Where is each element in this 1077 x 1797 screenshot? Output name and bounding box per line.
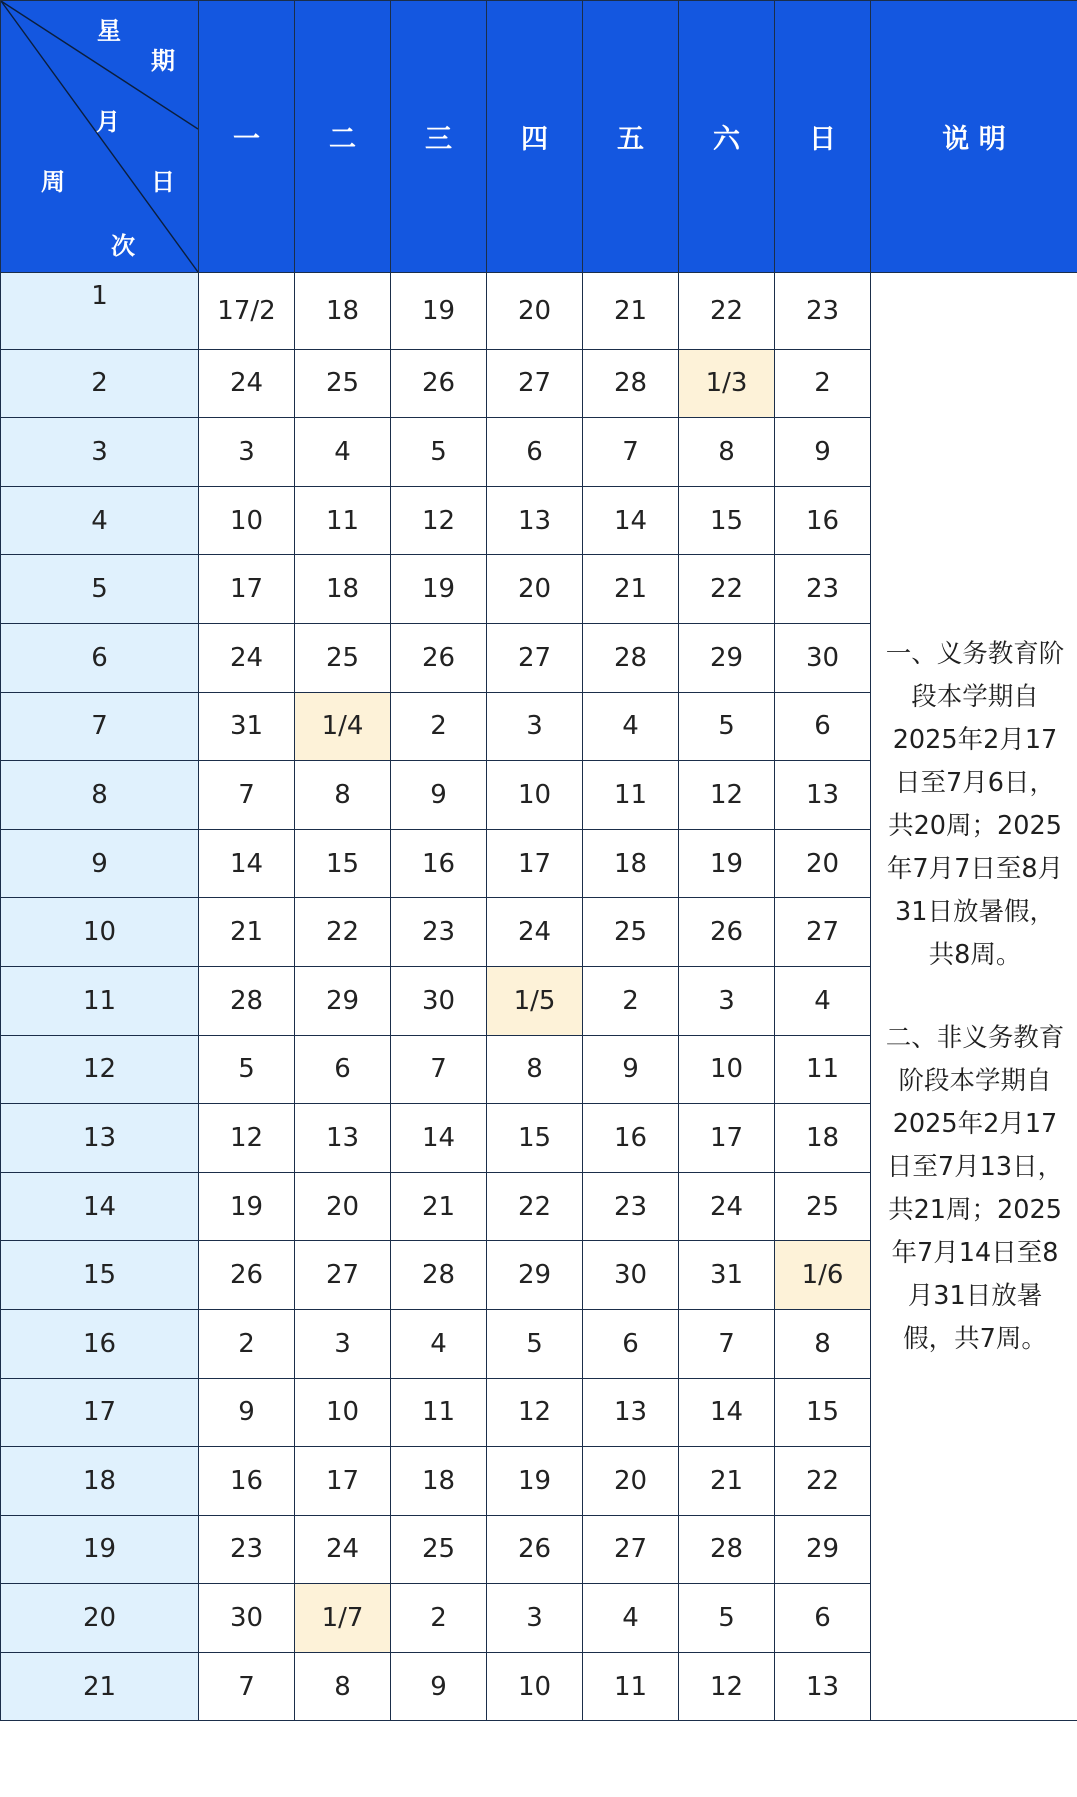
date-cell: 24 [487, 898, 583, 967]
date-cell: 21 [679, 1447, 775, 1516]
date-cell: 27 [295, 1241, 391, 1310]
date-cell: 10 [199, 486, 295, 555]
date-cell: 14 [679, 1378, 775, 1447]
date-cell: 20 [583, 1447, 679, 1516]
date-cell: 26 [679, 898, 775, 967]
date-cell: 28 [391, 1241, 487, 1310]
date-cell: 2 [391, 692, 487, 761]
week-number-cell: 9 [1, 829, 199, 898]
date-cell: 10 [487, 1652, 583, 1721]
date-cell: 2 [775, 349, 871, 418]
date-cell: 14 [391, 1104, 487, 1173]
date-cell: 3 [295, 1309, 391, 1378]
date-cell: 19 [679, 829, 775, 898]
date-cell: 20 [295, 1172, 391, 1241]
corner-label-ri: 日 [151, 168, 175, 196]
date-cell: 26 [391, 623, 487, 692]
date-cell: 13 [295, 1104, 391, 1173]
date-cell: 11 [391, 1378, 487, 1447]
date-cell: 16 [583, 1104, 679, 1173]
date-cell: 4 [775, 966, 871, 1035]
date-cell: 28 [199, 966, 295, 1035]
notes-spacer [883, 977, 1067, 1017]
date-cell: 19 [199, 1172, 295, 1241]
date-cell: 27 [487, 623, 583, 692]
date-cell: 21 [583, 273, 679, 350]
week-number-cell: 16 [1, 1309, 199, 1378]
date-cell: 21 [391, 1172, 487, 1241]
date-cell: 22 [775, 1447, 871, 1516]
week-number-cell: 21 [1, 1652, 199, 1721]
date-cell: 29 [679, 623, 775, 692]
date-cell: 4 [583, 1584, 679, 1653]
date-cell: 5 [487, 1309, 583, 1378]
month-start-date-cell: 1/7 [295, 1584, 391, 1653]
date-cell: 3 [487, 692, 583, 761]
date-cell: 24 [199, 349, 295, 418]
week-row [1, 273, 1077, 350]
date-cell: 10 [295, 1378, 391, 1447]
notes-header: 说 明 [871, 1, 1077, 273]
date-cell: 20 [775, 829, 871, 898]
week-number-cell: 14 [1, 1172, 199, 1241]
date-cell: 6 [583, 1309, 679, 1378]
date-cell: 22 [679, 555, 775, 624]
date-cell: 20 [487, 555, 583, 624]
week-number-cell: 17 [1, 1378, 199, 1447]
date-cell: 13 [583, 1378, 679, 1447]
date-cell: 5 [391, 418, 487, 487]
date-cell: 10 [487, 761, 583, 830]
date-cell: 9 [583, 1035, 679, 1104]
date-cell: 23 [391, 898, 487, 967]
date-cell: 24 [679, 1172, 775, 1241]
date-cell: 8 [775, 1309, 871, 1378]
week-number-cell: 3 [1, 418, 199, 487]
date-cell: 27 [583, 1515, 679, 1584]
date-cell: 17 [679, 1104, 775, 1173]
date-cell: 7 [679, 1309, 775, 1378]
notes-paragraph-non-compulsory: 二、非义务教育阶段本学期自2025年2月17日至7月13日，共21周；2025年7月14日至8月31日放暑假，共7周。 [885, 1022, 1065, 1354]
date-cell: 26 [391, 349, 487, 418]
month-start-date-cell: 17/2 [199, 273, 295, 350]
date-cell: 4 [391, 1309, 487, 1378]
date-cell: 13 [775, 761, 871, 830]
date-cell: 15 [295, 829, 391, 898]
date-cell: 13 [487, 486, 583, 555]
week-number-cell: 12 [1, 1035, 199, 1104]
date-cell: 17 [199, 555, 295, 624]
date-cell: 31 [679, 1241, 775, 1310]
date-cell: 5 [199, 1035, 295, 1104]
date-cell: 19 [487, 1447, 583, 1516]
week-number-cell: 19 [1, 1515, 199, 1584]
date-cell: 4 [583, 692, 679, 761]
date-cell: 7 [583, 418, 679, 487]
week-number-cell: 7 [1, 692, 199, 761]
date-cell: 28 [583, 349, 679, 418]
date-cell: 16 [391, 829, 487, 898]
date-cell: 10 [679, 1035, 775, 1104]
date-cell: 18 [295, 555, 391, 624]
date-cell: 17 [487, 829, 583, 898]
date-cell: 30 [391, 966, 487, 1035]
date-cell: 19 [391, 555, 487, 624]
date-cell: 15 [775, 1378, 871, 1447]
header-row [1, 1, 1077, 273]
date-cell: 11 [583, 761, 679, 830]
date-cell: 17 [295, 1447, 391, 1516]
notes-paragraph-compulsory: 一、义务教育阶段本学期自2025年2月17日至7月6日，共20周；2025年7月7日至8月31日放暑假，共8周。 [885, 638, 1065, 970]
date-cell: 2 [583, 966, 679, 1035]
date-cell: 18 [583, 829, 679, 898]
weekday-header-fri: 五 [583, 1, 679, 273]
date-cell: 26 [199, 1241, 295, 1310]
date-cell: 24 [295, 1515, 391, 1584]
date-cell: 28 [583, 623, 679, 692]
date-cell: 3 [199, 418, 295, 487]
date-cell: 27 [775, 898, 871, 967]
week-number-cell: 5 [1, 555, 199, 624]
date-cell: 2 [199, 1309, 295, 1378]
date-cell: 5 [679, 1584, 775, 1653]
date-cell: 7 [199, 1652, 295, 1721]
date-cell: 23 [775, 273, 871, 350]
date-cell: 9 [199, 1378, 295, 1447]
date-cell: 4 [295, 418, 391, 487]
weekday-header-wed: 三 [391, 1, 487, 273]
corner-label-qi: 期 [151, 47, 175, 75]
month-start-date-cell: 1/6 [775, 1241, 871, 1310]
date-cell: 6 [775, 692, 871, 761]
date-cell: 26 [487, 1515, 583, 1584]
week-number-cell: 15 [1, 1241, 199, 1310]
date-cell: 23 [583, 1172, 679, 1241]
date-cell: 8 [295, 1652, 391, 1721]
date-cell: 23 [199, 1515, 295, 1584]
date-cell: 3 [487, 1584, 583, 1653]
date-cell: 12 [199, 1104, 295, 1173]
week-number-cell: 1 [1, 273, 199, 350]
calendar-body [1, 273, 1077, 1721]
corner-header-cell [1, 1, 199, 273]
date-cell: 9 [391, 1652, 487, 1721]
weekday-header-mon: 一 [199, 1, 295, 273]
corner-label-xing: 星 [97, 17, 121, 45]
corner-label-yue: 月 [96, 108, 120, 136]
date-cell: 16 [199, 1447, 295, 1516]
month-start-date-cell: 1/5 [487, 966, 583, 1035]
date-cell: 25 [295, 623, 391, 692]
corner-label-ci: 次 [111, 232, 135, 260]
date-cell: 30 [199, 1584, 295, 1653]
date-cell: 15 [487, 1104, 583, 1173]
date-cell: 30 [583, 1241, 679, 1310]
date-cell: 25 [775, 1172, 871, 1241]
date-cell: 6 [295, 1035, 391, 1104]
date-cell: 22 [487, 1172, 583, 1241]
date-cell: 15 [679, 486, 775, 555]
date-cell: 29 [775, 1515, 871, 1584]
weekday-header-sat: 六 [679, 1, 775, 273]
date-cell: 11 [583, 1652, 679, 1721]
date-cell: 16 [775, 486, 871, 555]
date-cell: 13 [775, 1652, 871, 1721]
date-cell: 27 [487, 349, 583, 418]
date-cell: 25 [295, 349, 391, 418]
week-number-cell: 20 [1, 1584, 199, 1653]
date-cell: 9 [775, 418, 871, 487]
date-cell: 29 [295, 966, 391, 1035]
date-cell: 28 [679, 1515, 775, 1584]
date-cell: 6 [775, 1584, 871, 1653]
date-cell: 12 [679, 761, 775, 830]
week-number-cell: 6 [1, 623, 199, 692]
date-cell: 18 [295, 273, 391, 350]
date-cell: 5 [679, 692, 775, 761]
date-cell: 3 [679, 966, 775, 1035]
date-cell: 30 [775, 623, 871, 692]
date-cell: 8 [679, 418, 775, 487]
date-cell: 29 [487, 1241, 583, 1310]
week-number-cell: 10 [1, 898, 199, 967]
date-cell: 8 [295, 761, 391, 830]
weekday-header-thu: 四 [487, 1, 583, 273]
date-cell: 18 [391, 1447, 487, 1516]
date-cell: 12 [679, 1652, 775, 1721]
month-start-date-cell: 1/4 [295, 692, 391, 761]
week-number-cell: 4 [1, 486, 199, 555]
date-cell: 24 [199, 623, 295, 692]
date-cell: 31 [199, 692, 295, 761]
date-cell: 7 [199, 761, 295, 830]
corner-label-zhou: 周 [41, 168, 65, 196]
date-cell: 25 [391, 1515, 487, 1584]
date-cell: 11 [295, 486, 391, 555]
date-cell: 8 [487, 1035, 583, 1104]
week-number-cell: 13 [1, 1104, 199, 1173]
date-cell: 6 [487, 418, 583, 487]
date-cell: 18 [775, 1104, 871, 1173]
week-number-cell: 2 [1, 349, 199, 418]
date-cell: 7 [391, 1035, 487, 1104]
date-cell: 12 [391, 486, 487, 555]
date-cell: 14 [583, 486, 679, 555]
date-cell: 23 [775, 555, 871, 624]
week-number-cell: 18 [1, 1447, 199, 1516]
date-cell: 20 [487, 273, 583, 350]
date-cell: 21 [583, 555, 679, 624]
week-number-cell: 8 [1, 761, 199, 830]
date-cell: 14 [199, 829, 295, 898]
month-start-date-cell: 1/3 [679, 349, 775, 418]
weekday-header-tue: 二 [295, 1, 391, 273]
date-cell: 12 [487, 1378, 583, 1447]
date-cell: 9 [391, 761, 487, 830]
week-number-cell: 11 [1, 966, 199, 1035]
date-cell: 19 [391, 273, 487, 350]
date-cell: 25 [583, 898, 679, 967]
date-cell: 11 [775, 1035, 871, 1104]
date-cell: 2 [391, 1584, 487, 1653]
notes-cell [871, 273, 1077, 1721]
date-cell: 22 [679, 273, 775, 350]
date-cell: 21 [199, 898, 295, 967]
weekday-header-sun: 日 [775, 1, 871, 273]
date-cell: 22 [295, 898, 391, 967]
